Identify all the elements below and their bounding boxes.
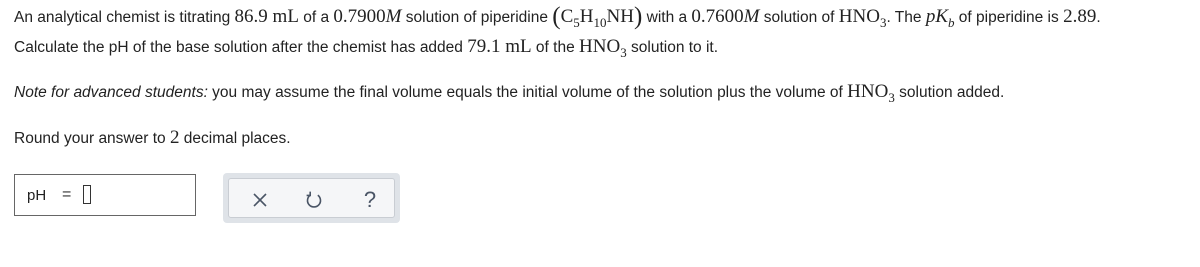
text: of piperidine is	[954, 9, 1064, 26]
advanced-note	[14, 81, 1004, 103]
text: of a	[298, 9, 334, 26]
toolbar-panel	[228, 178, 395, 218]
pkb-k: K	[935, 6, 948, 27]
formula-h: H	[579, 6, 594, 27]
problem-line-1	[14, 3, 1101, 31]
text: of the	[531, 39, 580, 56]
initial-volume: 86.9 mL	[234, 6, 299, 27]
text: .	[1096, 9, 1101, 26]
added-volume: 79.1 mL	[467, 36, 532, 57]
formula-c: C	[560, 6, 574, 27]
text: An analytical chemist is titrating	[14, 9, 235, 26]
text: solution added.	[894, 84, 1005, 101]
text: Calculate the pH of the base solution after the chemist has added	[14, 39, 468, 56]
formula-sub: 10	[593, 15, 607, 30]
molarity-unit: M	[385, 6, 402, 27]
answer-toolbar	[223, 173, 400, 223]
acid-formula: HNO	[838, 6, 880, 27]
pkb-p: p	[925, 6, 936, 27]
formula-sub: 5	[573, 15, 580, 30]
paren-close: )	[633, 3, 643, 30]
pkb-value: 2.89	[1063, 6, 1097, 27]
text: with a	[642, 9, 692, 26]
help-icon: ?	[363, 187, 377, 212]
answer-box[interactable]	[14, 174, 196, 216]
paren-open: (	[552, 3, 561, 30]
acid-formula: HNO	[847, 81, 889, 102]
text: . The	[886, 9, 926, 26]
clear-button[interactable]	[246, 187, 274, 213]
close-icon	[252, 192, 268, 208]
note-label: Note for advanced students:	[14, 84, 208, 101]
ph-label: pH	[27, 187, 47, 204]
decimal-places: 2	[169, 127, 180, 148]
ph-answer-input[interactable]	[83, 185, 91, 204]
formula-nh: NH	[606, 6, 634, 27]
help-button[interactable]	[356, 187, 384, 213]
text: solution of piperidine	[401, 9, 553, 26]
text: Round your answer to	[14, 130, 170, 147]
text: you may assume the final volume equals the initial volume of the solution plus the volume of	[207, 84, 848, 101]
acid-concentration: 0.7600	[691, 6, 744, 27]
text: solution of	[759, 9, 839, 26]
undo-button[interactable]	[300, 187, 328, 213]
rounding-instruction	[14, 127, 291, 149]
molarity-unit: M	[743, 6, 760, 27]
pkb-sub: b	[948, 15, 955, 30]
equals-sign: =	[62, 186, 72, 203]
acid-formula: HNO	[579, 36, 621, 57]
text: decimal places.	[179, 130, 291, 147]
undo-icon	[304, 190, 324, 210]
formula-sub: 3	[888, 90, 895, 105]
text: solution to it.	[626, 39, 719, 56]
problem-line-2	[14, 36, 718, 58]
formula-sub: 3	[879, 15, 887, 30]
formula-sub: 3	[620, 45, 627, 60]
base-concentration: 0.7900	[333, 6, 386, 27]
